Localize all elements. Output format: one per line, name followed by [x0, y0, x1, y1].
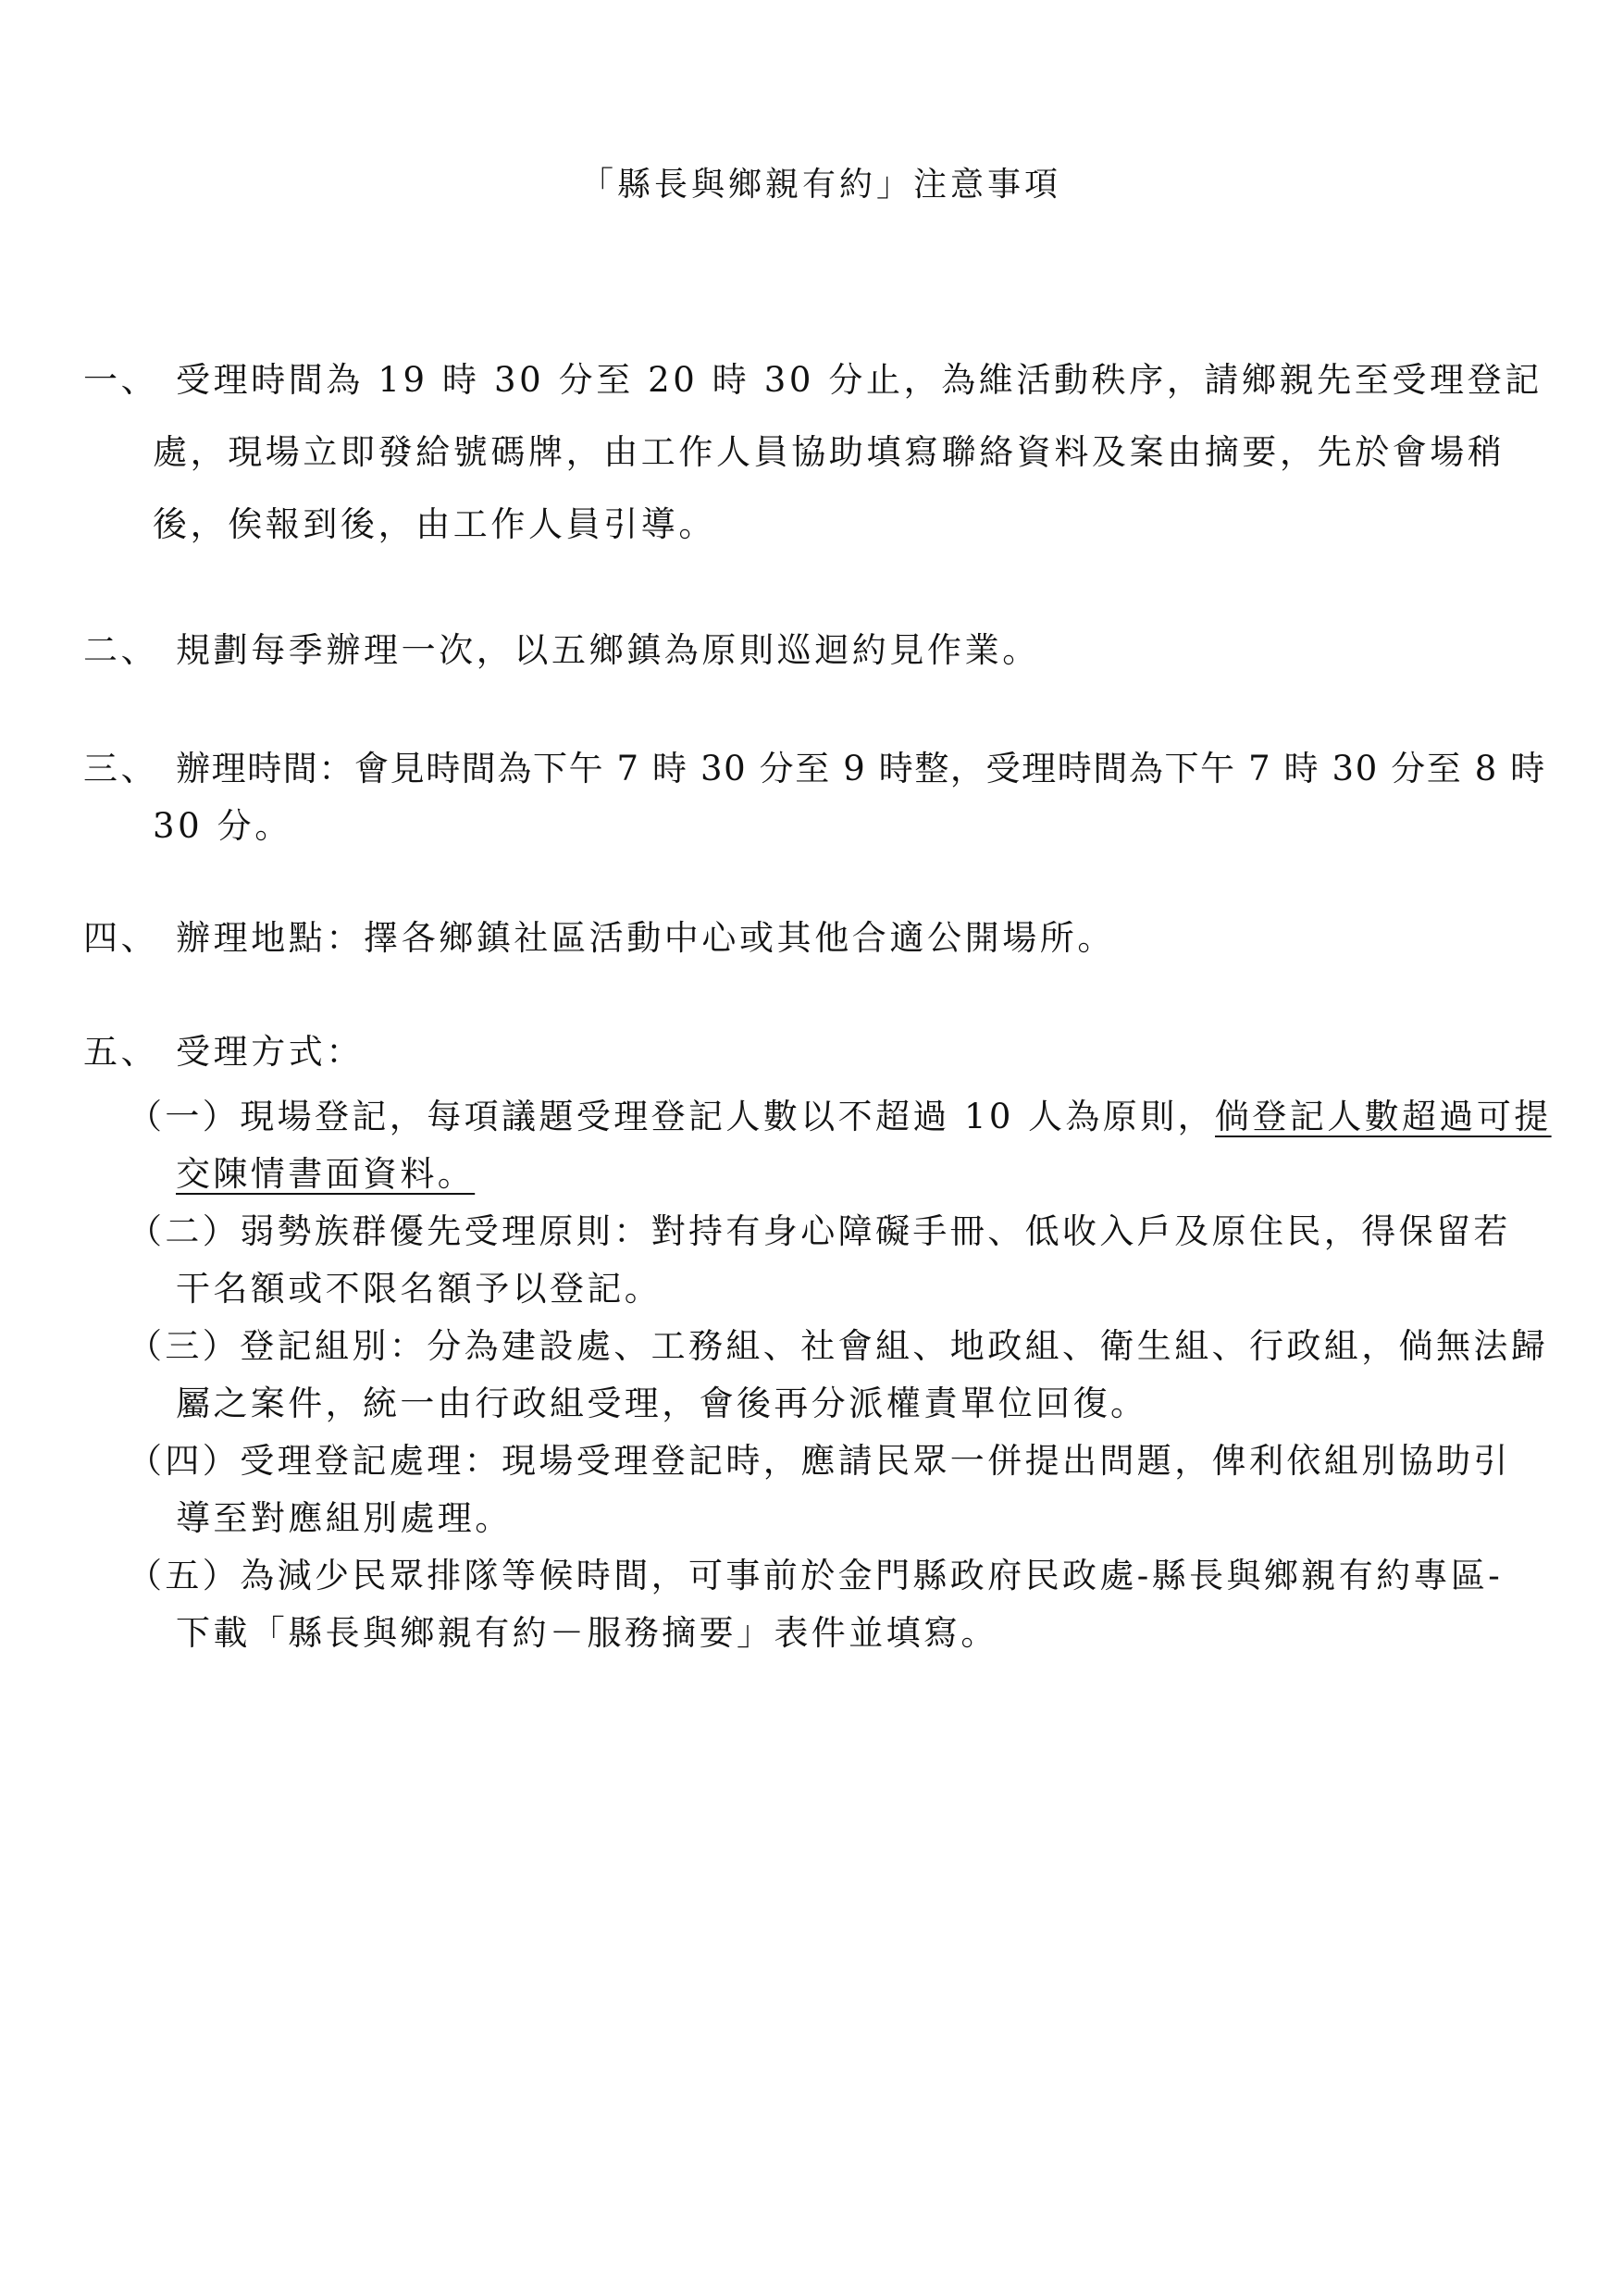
section-text-line: 辦理時間：會見時間為下午 7 時 30 分至 9 時整，受理時間為下午 7 時 30 分至 8 時 [176, 749, 1546, 788]
section-text-line: 受理方式： [176, 1032, 364, 1072]
subitem-text: （五）為減少民眾排隊等候時間，可事前於金門縣政府民政處-縣長與鄉親有約專區- [128, 1556, 1504, 1595]
subitem-text: （四）受理登記處理：現場受理登記時，應請民眾一併提出問題，俾利依組別協助引 [128, 1441, 1511, 1481]
section-number: 四、 [83, 918, 159, 958]
section-number: 三、 [83, 749, 159, 788]
section-5 [83, 1016, 1564, 1088]
section-text-line: 辦理地點：擇各鄉鎮社區活動中心或其他合適公開場所。 [176, 918, 1115, 958]
subitem-text: 屬之案件，統一由行政組受理，會後再分派權責單位回復。 [176, 1384, 1148, 1423]
subitem-text: （三）登記組別：分為建設處、工務組、社會組、地政組、衛生組、行政組，倘無法歸 [128, 1326, 1549, 1366]
subitem-text: 導至對應組別處理。 [176, 1498, 513, 1538]
subitem-text-underlined: 交陳情書面資料。 [176, 1154, 476, 1194]
subitem-text: （一）現場登記，每項議題受理登記人數以不超過 10 人為原則， [128, 1097, 1216, 1136]
section-text-line: 後，俟報到後，由工作人員引導。 [153, 504, 716, 544]
section-number: 五、 [83, 1032, 159, 1072]
section-text-line: 30 分。 [153, 806, 292, 846]
subitem-text-underlined: 倘登記人數超過可提 [1215, 1097, 1552, 1136]
subitem-5 [128, 1547, 1553, 1662]
section-1 [83, 344, 1564, 561]
section-3 [83, 740, 1564, 855]
subitem-4 [128, 1433, 1553, 1547]
section-text-line: 處，現場立即發給號碼牌，由工作人員協助填寫聯絡資料及案由摘要，先於會場稍 [153, 432, 1505, 472]
document-title: 「縣長與鄉親有約」注意事項 [579, 166, 1061, 204]
section-4 [83, 902, 1564, 974]
subitem-text: 干名額或不限名額予以登記。 [176, 1269, 663, 1309]
subitem-text: 下載「縣長與鄉親有約－服務摘要」表件並填寫。 [176, 1613, 998, 1653]
section-text-line: 規劃每季辦理一次，以五鄉鎮為原則巡迴約見作業。 [176, 630, 1040, 670]
subitem-2 [128, 1203, 1553, 1318]
subitem-1 [128, 1088, 1553, 1203]
section-2 [83, 614, 1564, 687]
section-number: 一、 [83, 360, 159, 400]
subitem-3 [128, 1318, 1553, 1433]
section-text-line: 受理時間為 19 時 30 分至 20 時 30 分止，為維活動秩序，請鄉親先至受理登記 [176, 360, 1542, 400]
section-number: 二、 [83, 630, 159, 670]
subitem-text: （二）弱勢族群優先受理原則：對持有身心障礙手冊、低收入戶及原住民，得保留若 [128, 1211, 1511, 1251]
